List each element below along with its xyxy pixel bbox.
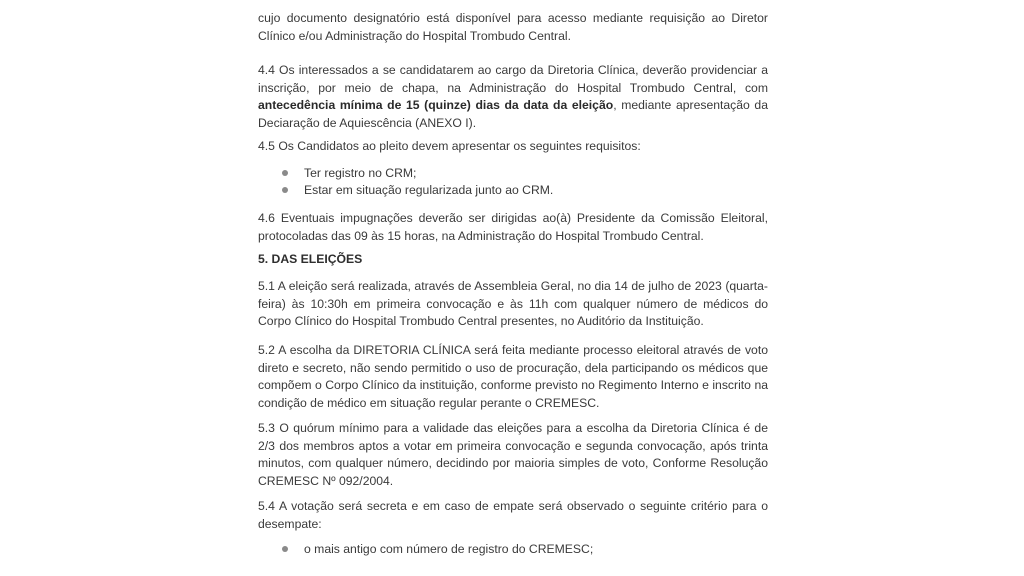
paragraph-5-2: 5.2 A escolha da DIRETORIA CLÍNICA será feita mediante processo eleitoral através de voto direto e secreto, não sendo permitido o uso de procuração, dela participando os médicos que compõem o Corpo Clínico da instituição, conforme previsto no Regimento Interno e inscrito na condição de médico em situação regular perante o CREMESC. [258, 343, 768, 410]
paragraph-4-4-bold: antecedência mínima de 15 (quinze) dias da data da eleição [258, 98, 614, 113]
bullet-icon [282, 170, 288, 176]
paragraph-5-1: 5.1 A eleição será realizada, através de Assembleia Geral, no dia 14 de julho de 2023 (quarta-feira) às 10:30h em primeira convocação e às 11h com qualquer número de médicos do Corpo Clínico do Hospital Trombudo Central presentes, no Auditório da Instituição. [258, 279, 768, 329]
bullet-icon [282, 546, 288, 552]
paragraph-5-4: 5.4 A votação será secreta e em caso de empate será observado o seguinte critério para o desempate: [258, 499, 768, 531]
list-item [284, 541, 593, 559]
paragraph-4-4 [258, 62, 768, 132]
list-item-text: o mais antigo com número de registro do CREMESC; [304, 542, 594, 556]
paragraph-4-4-text-end: , mediante apresentação da Deciaração de Aquiescência (ANEXO I). [258, 98, 768, 130]
list-item-text: Estar em situação regularizada junto ao CRM. [304, 183, 554, 197]
paragraph-4-4-text: 4.4 Os interessados a se candidatarem ao cargo da Diretoria Clínica, deverão providenciar a inscrição, por meio de chapa, na Administração do Hospital Trombudo Central, com [258, 63, 768, 95]
paragraph-4-5: 4.5 Os Candidatos ao pleito devem apresentar os seguintes requisitos: [258, 139, 641, 153]
paragraph-intro: cujo documento designatório está disponível para acesso mediante requisição ao Diretor Clínico e/ou Administração do Hospital Trombudo Central. [258, 11, 768, 43]
list-item [284, 182, 553, 200]
paragraph-4-6: 4.6 Eventuais impugnações deverão ser dirigidas ao(à) Presidente da Comissão Eleitoral, protocoladas das 09 às 15 horas, na Administração do Hospital Trombudo Central. [258, 211, 768, 243]
section-heading: 5. DAS ELEIÇÕES [258, 252, 363, 266]
bullet-icon [282, 187, 288, 193]
list-item-text: Ter registro no CRM; [304, 166, 417, 180]
list-item [284, 165, 416, 183]
paragraph-5-3: 5.3 O quórum mínimo para a validade das eleições para a escolha da Diretoria Clínica é de 2/3 dos membros aptos a votar em primeira convocação e segunda convocação, após trinta minutos, com qualquer número, decidindo por maioria simples de voto, Conforme Resolução CREMESC Nº 092/2004. [258, 421, 768, 488]
